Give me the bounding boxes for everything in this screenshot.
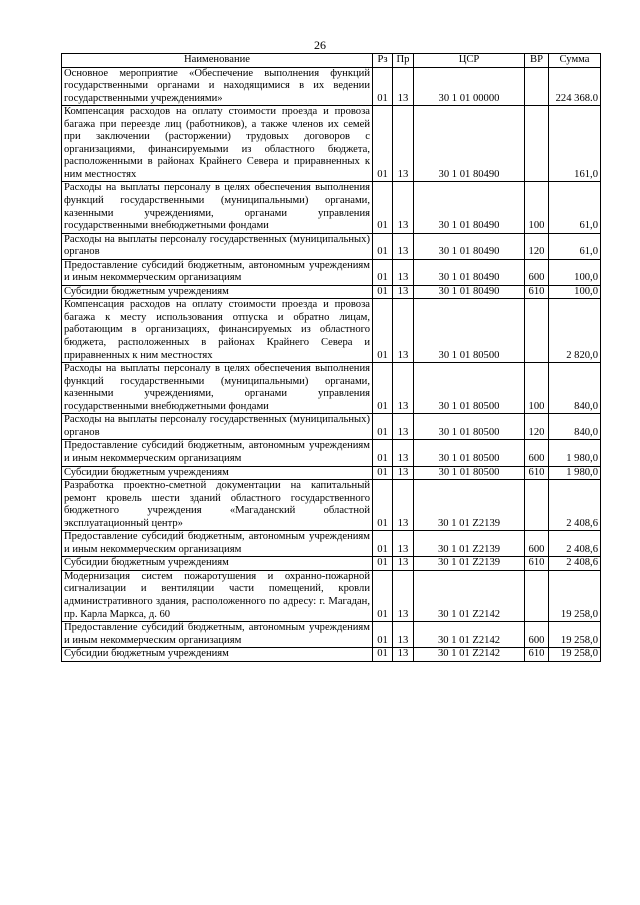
row-csr: 30 1 01 Z2139 xyxy=(414,480,525,531)
row-sum: 840,0 xyxy=(549,414,601,440)
row-rz: 01 xyxy=(373,182,393,233)
row-csr: 30 1 01 Z2139 xyxy=(414,531,525,557)
row-csr: 30 1 01 80490 xyxy=(414,285,525,299)
row-pr: 13 xyxy=(393,182,414,233)
row-pr: 13 xyxy=(393,299,414,363)
table-row xyxy=(62,182,601,233)
row-pr: 13 xyxy=(393,363,414,414)
row-name: Предоставление субсидий бюджетным, автономным учреждениям и иным некоммерческим организациям xyxy=(62,531,373,557)
row-pr: 13 xyxy=(393,414,414,440)
row-name: Предоставление субсидий бюджетным, автономным учреждениям и иным некоммерческим организациям xyxy=(62,259,373,285)
row-vr: 610 xyxy=(525,557,549,571)
row-sum: 2 820,0 xyxy=(549,299,601,363)
row-pr: 13 xyxy=(393,557,414,571)
row-pr: 13 xyxy=(393,67,414,106)
row-pr: 13 xyxy=(393,233,414,259)
row-csr: 30 1 01 80500 xyxy=(414,299,525,363)
row-rz: 01 xyxy=(373,466,393,480)
row-rz: 01 xyxy=(373,440,393,466)
row-sum: 19 258,0 xyxy=(549,648,601,662)
row-rz: 01 xyxy=(373,622,393,648)
row-pr: 13 xyxy=(393,570,414,621)
row-sum: 224 368.0 xyxy=(549,67,601,106)
row-rz: 01 xyxy=(373,233,393,259)
row-csr: 30 1 01 80490 xyxy=(414,182,525,233)
row-sum: 1 980,0 xyxy=(549,466,601,480)
row-pr: 13 xyxy=(393,531,414,557)
row-csr: 30 1 01 Z2139 xyxy=(414,557,525,571)
row-vr xyxy=(525,67,549,106)
row-name: Субсидии бюджетным учреждениям xyxy=(62,466,373,480)
row-csr: 30 1 01 Z2142 xyxy=(414,622,525,648)
table-row xyxy=(62,480,601,531)
header-vr: ВР xyxy=(525,54,549,68)
row-vr xyxy=(525,480,549,531)
row-sum: 2 408,6 xyxy=(549,531,601,557)
row-pr: 13 xyxy=(393,466,414,480)
table-row xyxy=(62,259,601,285)
row-pr: 13 xyxy=(393,259,414,285)
row-vr: 600 xyxy=(525,440,549,466)
row-csr: 30 1 01 Z2142 xyxy=(414,570,525,621)
row-name: Предоставление субсидий бюджетным, автономным учреждениям и иным некоммерческим организациям xyxy=(62,440,373,466)
row-rz: 01 xyxy=(373,480,393,531)
row-rz: 01 xyxy=(373,67,393,106)
table-row xyxy=(62,363,601,414)
row-rz: 01 xyxy=(373,363,393,414)
row-pr: 13 xyxy=(393,480,414,531)
row-vr: 610 xyxy=(525,285,549,299)
row-sum: 19 258,0 xyxy=(549,622,601,648)
row-vr: 600 xyxy=(525,622,549,648)
row-rz: 01 xyxy=(373,414,393,440)
row-vr: 120 xyxy=(525,414,549,440)
row-csr: 30 1 01 Z2142 xyxy=(414,648,525,662)
row-pr: 13 xyxy=(393,440,414,466)
table-row xyxy=(62,67,601,106)
row-rz: 01 xyxy=(373,106,393,182)
header-name: Наименование xyxy=(62,54,373,68)
row-name: Расходы на выплаты персоналу государственных (муниципальных) органов xyxy=(62,233,373,259)
row-sum: 100,0 xyxy=(549,285,601,299)
row-vr xyxy=(525,570,549,621)
table-row xyxy=(62,622,601,648)
row-csr: 30 1 01 80500 xyxy=(414,363,525,414)
row-pr: 13 xyxy=(393,648,414,662)
row-name: Модернизация систем пожаротушения и охранно-пожарной сигнализации и вентиляции части помещений, кровли административного здания, расположенного по адресу: г. Магадан, пр. Карла Маркса, д. 60 xyxy=(62,570,373,621)
row-csr: 30 1 01 00000 xyxy=(414,67,525,106)
row-csr: 30 1 01 80490 xyxy=(414,233,525,259)
row-rz: 01 xyxy=(373,648,393,662)
row-sum: 2 408,6 xyxy=(549,557,601,571)
row-vr: 610 xyxy=(525,466,549,480)
row-sum: 2 408,6 xyxy=(549,480,601,531)
row-name: Основное мероприятие «Обеспечение выполнения функций государственными органами и находящимися в их ведении государственными учреждениями» xyxy=(62,67,373,106)
table-row xyxy=(62,299,601,363)
row-name: Расходы на выплаты персоналу в целях обеспечения выполнения функций государственными (муниципальными) органами, казенными учреждениями, органами управления государственными внебюджетными фондами xyxy=(62,182,373,233)
table-row xyxy=(62,531,601,557)
row-vr: 600 xyxy=(525,259,549,285)
row-sum: 1 980,0 xyxy=(549,440,601,466)
row-rz: 01 xyxy=(373,570,393,621)
row-sum: 161,0 xyxy=(549,106,601,182)
budget-table xyxy=(61,53,601,662)
page-number: 26 xyxy=(314,38,326,52)
row-vr xyxy=(525,106,549,182)
row-vr: 120 xyxy=(525,233,549,259)
row-rz: 01 xyxy=(373,531,393,557)
row-rz: 01 xyxy=(373,299,393,363)
table-row xyxy=(62,648,601,662)
row-rz: 01 xyxy=(373,285,393,299)
header-rz: Рз xyxy=(373,54,393,68)
row-vr: 610 xyxy=(525,648,549,662)
row-name: Субсидии бюджетным учреждениям xyxy=(62,285,373,299)
row-vr xyxy=(525,299,549,363)
table-header-row xyxy=(62,54,601,68)
table-row xyxy=(62,557,601,571)
row-pr: 13 xyxy=(393,622,414,648)
row-name: Разработка проектно-сметной документации на капитальный ремонт кровель шести зданий областного государственного бюджетного учреждения «Магаданский областной эксплуатационный центр» xyxy=(62,480,373,531)
table-row xyxy=(62,570,601,621)
row-csr: 30 1 01 80500 xyxy=(414,414,525,440)
row-sum: 19 258,0 xyxy=(549,570,601,621)
row-vr: 600 xyxy=(525,531,549,557)
table-row xyxy=(62,233,601,259)
row-sum: 100,0 xyxy=(549,259,601,285)
row-name: Расходы на выплаты персоналу государственных (муниципальных) органов xyxy=(62,414,373,440)
row-csr: 30 1 01 80490 xyxy=(414,259,525,285)
row-name: Компенсация расходов на оплату стоимости проезда и провоза багажа к месту использования отпуска и обратно лицам, работающим в организациях, финансируемых из областного бюджета, расположенных в районах Крайнего Севера и приравненных к ним местностях xyxy=(62,299,373,363)
row-sum: 61,0 xyxy=(549,233,601,259)
row-name: Компенсация расходов на оплату стоимости проезда и провоза багажа при переезде лиц (работников), а также членов их семей при заключении (расторжении) трудовых договоров с организациями, финансируемыми из областного бюджета, расположенными в районах Крайнего Севера и приравненных к ним местностях xyxy=(62,106,373,182)
row-pr: 13 xyxy=(393,106,414,182)
row-pr: 13 xyxy=(393,285,414,299)
row-csr: 30 1 01 80490 xyxy=(414,106,525,182)
row-rz: 01 xyxy=(373,557,393,571)
table-row xyxy=(62,285,601,299)
row-name: Субсидии бюджетным учреждениям xyxy=(62,648,373,662)
row-sum: 840,0 xyxy=(549,363,601,414)
table-row xyxy=(62,440,601,466)
row-csr: 30 1 01 80500 xyxy=(414,466,525,480)
row-name: Расходы на выплаты персоналу в целях обеспечения выполнения функций государственными (муниципальными) органами, казенными учреждениями, органами управления государственными внебюджетными фондами xyxy=(62,363,373,414)
header-sum: Сумма xyxy=(549,54,601,68)
row-sum: 61,0 xyxy=(549,182,601,233)
row-name: Предоставление субсидий бюджетным, автономным учреждениям и иным некоммерческим организациям xyxy=(62,622,373,648)
row-vr: 100 xyxy=(525,182,549,233)
row-csr: 30 1 01 80500 xyxy=(414,440,525,466)
row-name: Субсидии бюджетным учреждениям xyxy=(62,557,373,571)
table-row xyxy=(62,466,601,480)
table-row xyxy=(62,414,601,440)
header-pr: Пр xyxy=(393,54,414,68)
row-rz: 01 xyxy=(373,259,393,285)
row-vr: 100 xyxy=(525,363,549,414)
table-row xyxy=(62,106,601,182)
header-csr: ЦСР xyxy=(414,54,525,68)
